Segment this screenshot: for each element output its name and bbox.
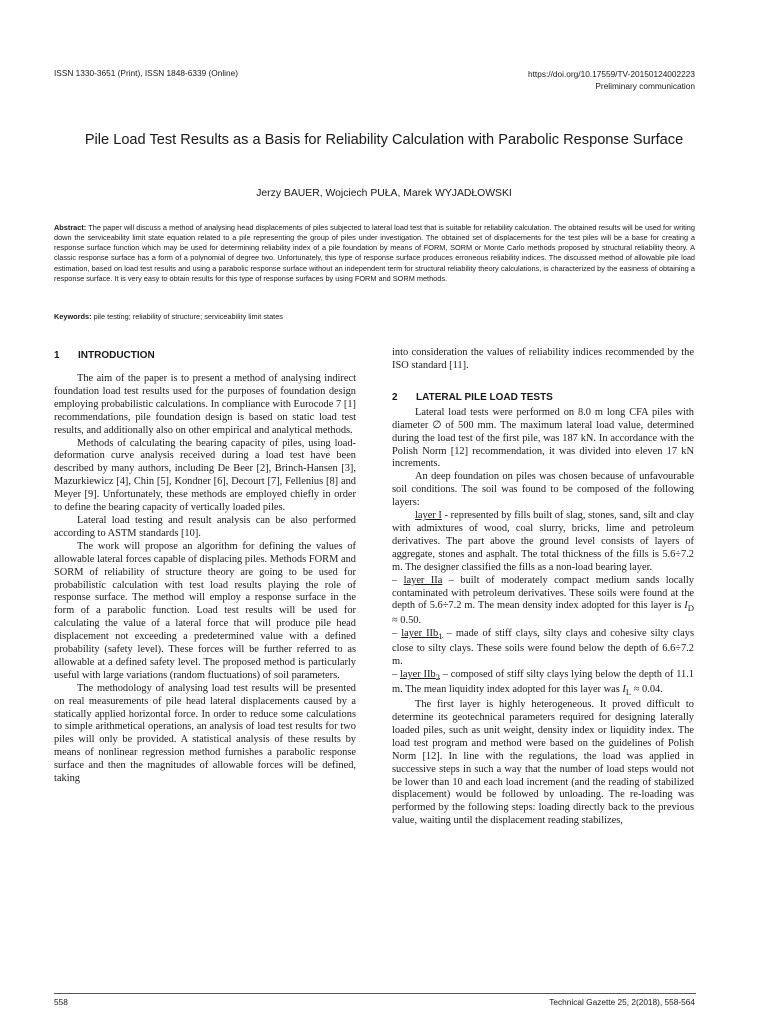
symbol: I [622, 684, 626, 696]
section-number: 1 [54, 350, 60, 361]
layer-subscript: 2 [435, 672, 440, 683]
journal-citation: Technical Gazette 25, 2(2018), 558-564 [549, 997, 695, 1007]
layer-item [392, 669, 694, 699]
section-title: INTRODUCTION [78, 350, 155, 361]
layer-subscript: 1 [438, 631, 443, 642]
page-number: 558 [54, 997, 68, 1007]
section-number: 2 [392, 392, 398, 403]
symbol: I [684, 600, 688, 612]
layer-text: – built of moderately compact medium sands locally contaminated with petroleum derivatives. These soils were found at the depth of 5.6÷7.2 m. The mean density index adopted for this layer is [392, 574, 694, 612]
layer-label-text: layer IIb [401, 628, 439, 640]
layer-item [392, 575, 694, 629]
layer-label: layer I [415, 510, 442, 522]
layer-text: – made of stiff clays, silty clays and cohesive silty clays close to silty clays. These soils were found below the depth of 6.6÷7.2 m. [392, 628, 694, 668]
abstract [54, 223, 695, 284]
layer-label [399, 669, 440, 683]
doi-link[interactable]: https://doi.org/10.17559/TV-20150124002223 [528, 69, 695, 79]
dash: – [392, 669, 400, 681]
paragraph: The methodology of analysing load test results will be presented on real measurements of pile head lateral displacements caused by a statically applied horizontal force. In order to reduce some calculations to simple arithmetical operations, an analysis of load test results for two piles will only be provided. A statistical analysis of these results by means of nonlinear regression method furnishes a parabolic response surface and then the magnitudes of allowable forces will be defined, taking [54, 682, 356, 785]
paragraph: Lateral load tests were performed on 8.0 m long CFA piles with diameter ∅ of 500 mm. The maximum lateral load value, determined during the load test of the first pile, was 187 kN. In accordance with the Polish Norm [12] recommendation, it was divided into eleven 17 kN increments. [392, 406, 694, 470]
header-right [528, 68, 695, 92]
paragraph: The first layer is highly heterogeneous. It proved difficult to determine its geotechnical parameters required for designing laterally loaded piles, such as unit weight, density index or liquidity index. The load test program and method were based on the guidelines of Polish Norm [12]. In line with the regulations, the load was applied in successive steps in such a way that the number of load steps would not be lower than 10 and each load increment (and the reading of stabilized displacement) would be followed by unloading. The re-loading was performed by the following steps: loading directly back to the previous value, waiting until the displacement reading stabilizes, [392, 699, 694, 827]
paragraph: The work will propose an algorithm for defining the values of allowable lateral forces capable of displacing piles. Methods FORM and SORM of reliability of structure theory are going to be used for probabilistic calculation with test load results playing the role of response surface. The method will employ a response surface in the form of a parabolic function. Load test results will be used for calculating the value of a lateral force that will produce pile head displacement not exceeding a predetermined value with a defined probability (safety level). These forces will be further referred to as allowable at a defined safety level. The proposed method is particularly useful with large variations (random fluctuations) of soil parameters. [54, 540, 356, 681]
value: ≈ 0.50. [392, 615, 422, 627]
left-column [54, 373, 356, 786]
issn-line: ISSN 1330-3651 (Print), ISSN 1848-6339 (Online) [54, 68, 239, 78]
section-heading-introduction [54, 350, 155, 361]
keywords-text: pile testing; reliability of structure; serviceability limit states [93, 312, 283, 321]
layer-text: – composed of stiff silty clays lying below the depth of 11.1 m. The mean liquidity index adopted for this layer was [392, 669, 694, 696]
layer-label [401, 628, 443, 642]
section-title: LATERAL PILE LOAD TESTS [416, 392, 553, 403]
keywords [54, 312, 695, 321]
paragraph: Methods of calculating the bearing capacity of piles, using load-deformation curve analysis received during a load test have been described by many authors, including De Beer [2], Brinch-Hansen [3], Mazurkiewicz [4], Chin [5], Kondner [6], Decourt [7], Fellenius [8] and Meyer [9]. Unfortunately, these methods are employed chiefly in order to define the bearing capacity of vertically loaded piles. [54, 437, 356, 514]
right-column [392, 347, 694, 828]
keywords-label: Keywords: [54, 312, 92, 321]
value: ≈ 0.04. [631, 684, 663, 696]
paragraph: An deep foundation on piles was chosen because of unfavourable soil conditions. The soil was found to be composed of the following layers: [392, 471, 694, 509]
layer-label-text: layer IIb [399, 669, 436, 681]
abstract-text: The paper will discuss a method of analysing head displacements of piles subjected to lateral load test that is suitable for reliability calculation. The obtained results will be used for writing down the serviceability limit state equation related to a pile representing the group of piles under investigation. The obtained set of displacements for the test piles will be a base for creating a response surface function which may be used for determining reliability index of a pile foundation by means of FORM, SORM or Monte Carlo methods proposed by structural reliability theory. A classic response surface has a form of a polynomial of degree two. Unfortunately, this type of response surface produces erroneous reliability indices. The discussed method of allowable pile load estimation, based on load test results and using a parabolic response surface without an independent term for structural reliability theory calculations, is characterized by the easiness of obtaining a response surface. It is very easy to obtain results for this type of response surfaces by using FORM and SORM methods. [54, 223, 695, 283]
layer-label: layer IIa [403, 574, 443, 586]
article-category: Preliminary communication [595, 81, 695, 91]
paragraph-continuation: into consideration the values of reliability indices recommended by the ISO standard [11]. [392, 347, 694, 371]
layer-text: - represented by fills built of slag, stones, sand, silt and clay with admixtures of wood, coal slurry, bricks, lime and petroleum derivatives. The part above the ground level consists of layers of aggregate, stones and asphalt. The total thickness of the fills is 5.6÷7.2 m. The designer classified the fills as a non-load bearing layer. [392, 510, 694, 573]
layer-item [392, 628, 694, 669]
paragraph: The aim of the paper is to present a method of analysing indirect foundation load test results used for the purposes of foundation design employing probabilistic calculations. In compliance with Eurocode 7 [1] recommendations, pile foundation design is based on static load test results, and additionally also on other empirical and analytical methods. [54, 373, 356, 436]
symbol-subscript: L [625, 687, 632, 698]
paper-title: Pile Load Test Results as a Basis for Reliability Calculation with Parabolic Response Surface [84, 132, 684, 148]
symbol-subscript: D [687, 603, 694, 614]
footer-rule [54, 993, 696, 994]
section-heading-lateral-pile-load-tests [392, 392, 553, 403]
layer-item [392, 510, 694, 575]
authors: Jerzy BAUER, Wojciech PUŁA, Marek WYJADŁOWSKI [256, 188, 512, 199]
dash: – [392, 574, 404, 586]
paragraph: Lateral load testing and result analysis can be also performed according to ASTM standards [10]. [54, 514, 356, 539]
dash: – [392, 628, 402, 640]
abstract-label: Abstract: [54, 223, 87, 232]
